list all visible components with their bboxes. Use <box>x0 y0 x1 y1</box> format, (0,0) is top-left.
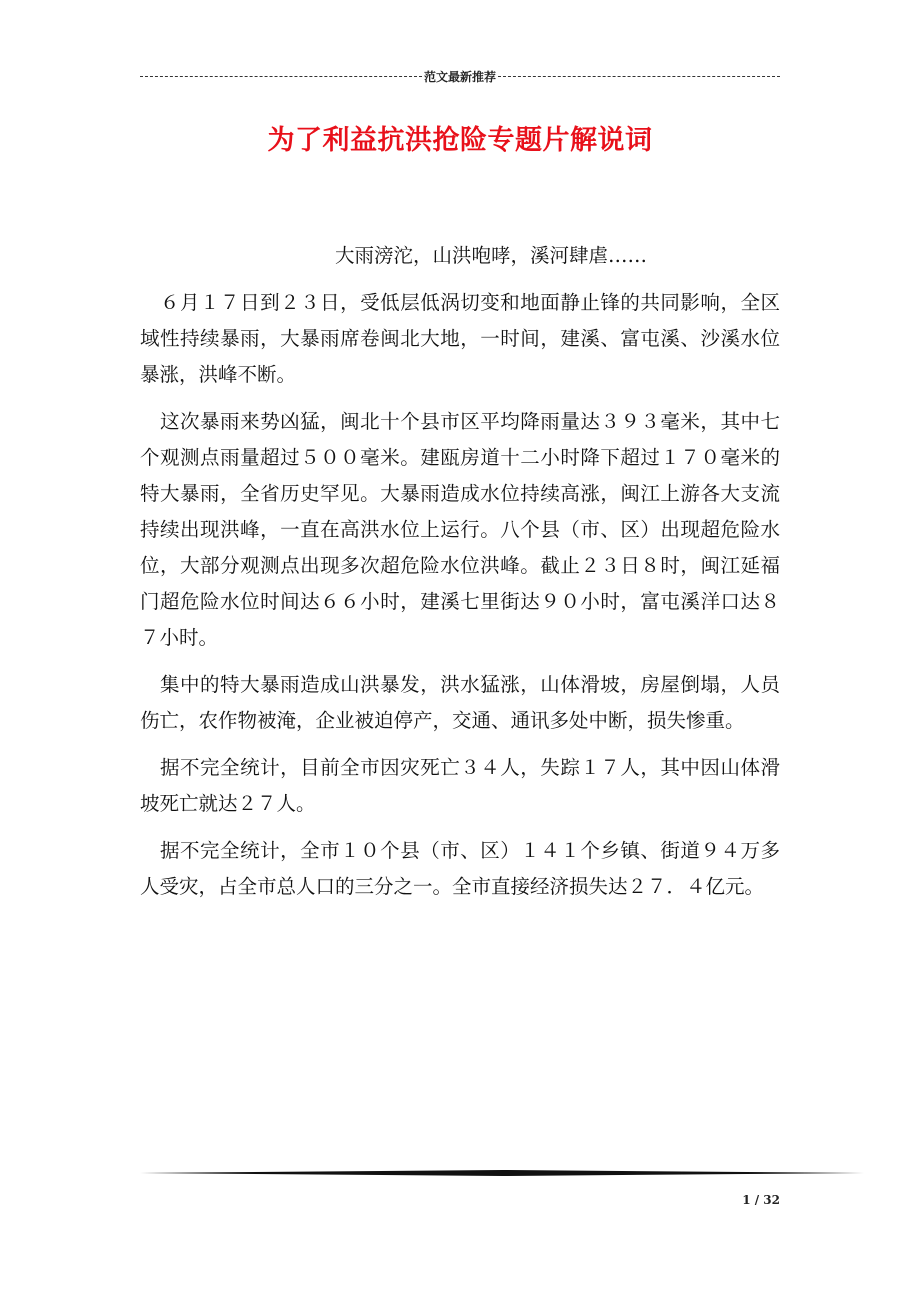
paragraph: 集中的特大暴雨造成山洪暴发，洪水猛涨，山体滑坡，房屋倒塌，人员伤亡，农作物被淹，企业被迫停产，交通、通讯多处中断，损失惨重。 <box>140 673 780 732</box>
footer-rule <box>140 1170 864 1176</box>
page-header <box>140 68 780 84</box>
paragraph: ６月１７日到２３日，受低层低涡切变和地面静止锋的共同影响，全区域性持续暴雨，大暴雨席卷闽北大地，一时间，建溪、富屯溪、沙溪水位暴涨，洪峰不断。 <box>140 291 780 386</box>
header-dash-left <box>140 76 422 77</box>
header-dash-right <box>498 76 780 77</box>
paragraph: 这次暴雨来势凶猛，闽北十个县市区平均降雨量达３９３毫米，其中七个观测点雨量超过５００毫米。建瓯房道十二小时降下超过１７０毫米的特大暴雨，全省历史罕见。大暴雨造成水位持续高涨，闽江上游各大支流持续出现洪峰，一直在高洪水位上运行。八个县（市、区）出现超危险水位，大部分观测点出现多次超危险水位洪峰。截止２３日８时，闽江延福门超危险水位时间达６６小时，建溪七里街达９０小时，富屯溪洋口达８７小时。 <box>140 410 780 649</box>
header-text: 范文最新推荐 <box>424 69 497 84</box>
paragraph: 据不完全统计，目前全市因灾死亡３４人，失踪１７人，其中因山体滑坡死亡就达２７人。 <box>140 756 780 815</box>
paragraph: 据不完全统计，全市１０个县（市、区）１４１个乡镇、街道９４万多人受灾，占全市总人口的三分之一。全市直接经济损失达２７．４亿元。 <box>140 839 780 898</box>
lead-line: 大雨滂沱，山洪咆哮，溪河肆虐…… <box>335 244 648 267</box>
page-number: 1 / 32 <box>742 1193 780 1207</box>
document-title: 为了利益抗洪抢险专题片解说词 <box>267 125 653 156</box>
document-body <box>140 238 780 916</box>
